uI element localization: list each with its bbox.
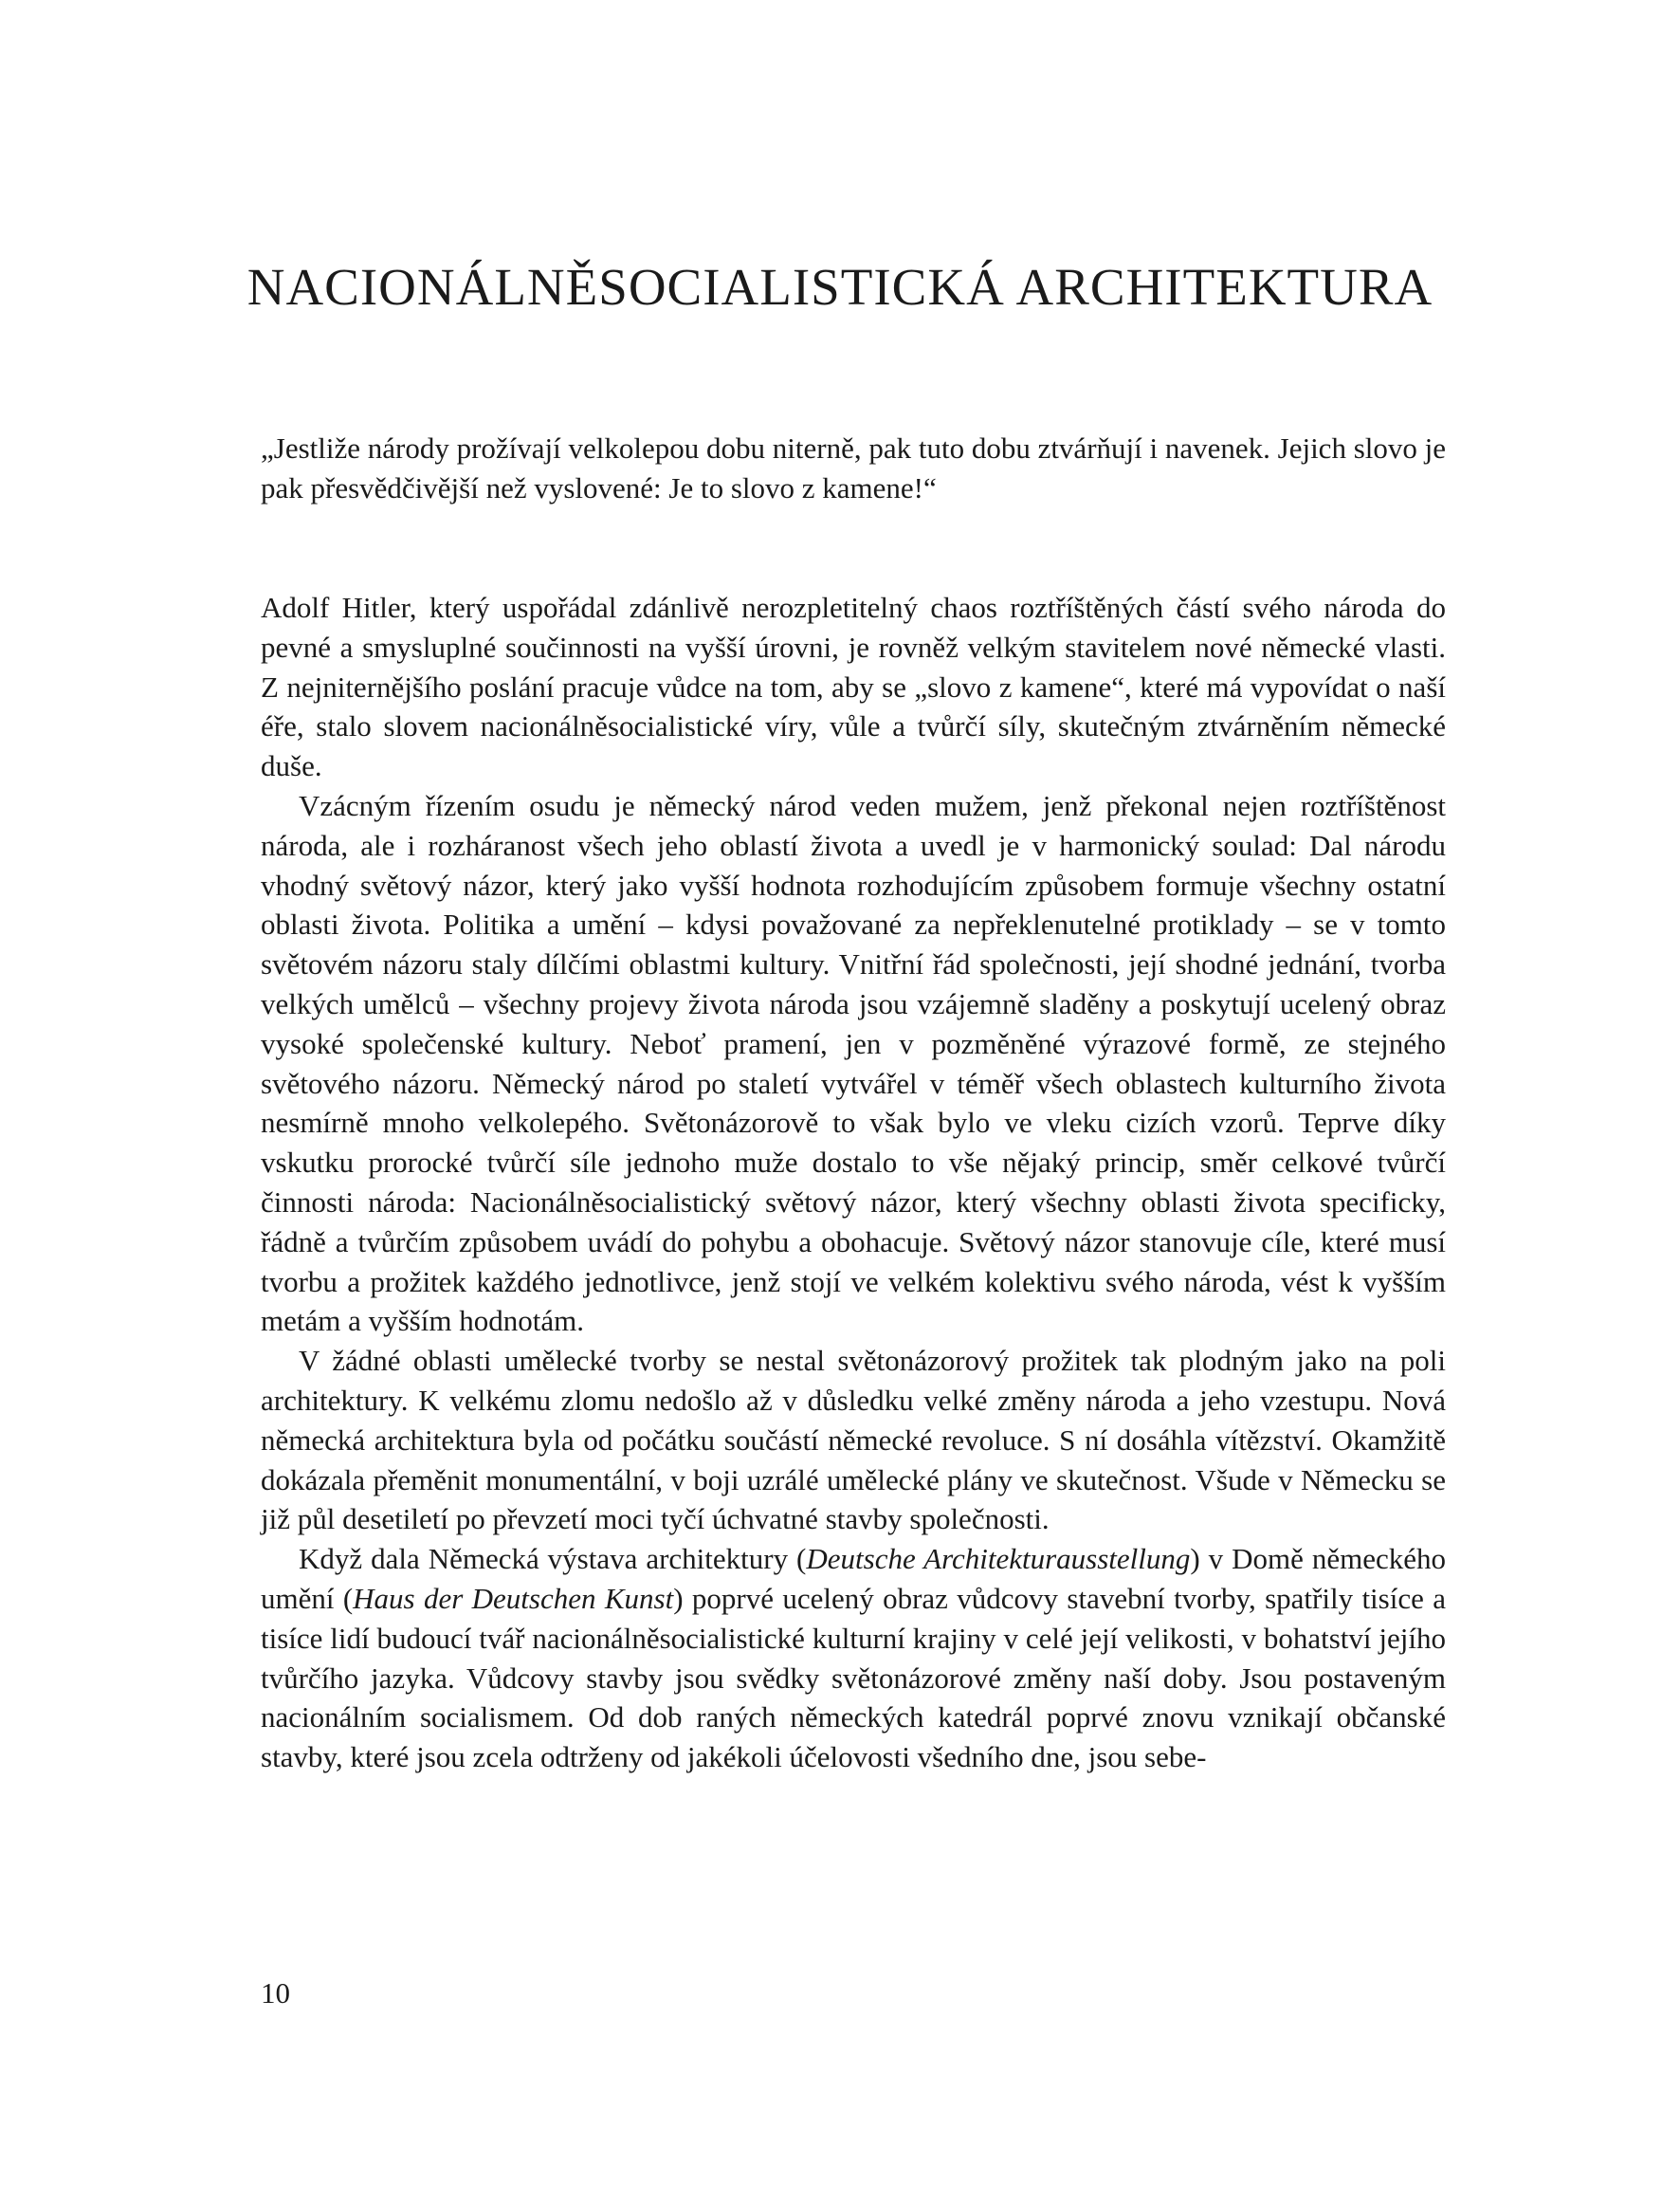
paragraph-1: Adolf Hitler, který uspořádal zdánlivě nerozpletitelný chaos roztříštěných částí svého národa do pevné a smysluplné součinnosti na vyšší úrovni, je rovněž velkým stavitelem nové německé vlasti. Z nejniternějšího poslání pracuje vůdce na tom, aby se „slovo z kamene“, které má vypovídat o naší éře, stalo slovem nacionálněsocialistické víry, vůle a tvůrčí síly, skutečným ztvárněním německé duše.: [261, 591, 1446, 783]
page-number: 10: [261, 1976, 290, 2009]
paragraph-4-part-3: ) poprvé ucelený obraz vůdcovy stavební tvorby, spatřily tisíce a tisíce lidí budoucí tvář nacionálněsocialistické kulturní krajiny v celé její velikosti, v bohatství jejího tvůrčího jazyka. Vůdcovy stavby jsou svědky světonázorové změny naší doby. Jsou postaveným nacionálním socialismem. Od dob raných německých katedrál poprvé znovu vznikají občanské stavby, které jsou zcela odtrženy od jakékoli účelovosti všedního dne, jsou sebe-: [261, 1581, 1446, 1774]
paragraph-4-part-1: Když dala Německá výstava architektury (: [299, 1542, 807, 1576]
chapter-title: NACIONÁLNĚSOCIALISTICKÁ ARCHITEKTURA: [247, 258, 1433, 316]
paragraph-3: V žádné oblasti umělecké tvorby se nestal světonázorový prožitek tak plodným jako na poli architektury. K velkému zlomu nedošlo až v důsledku velké změny národa a jeho vzestupu. Nová německá architektura byla od počátku součástí německé revoluce. S ní dosáhla vítězství. Okamžitě dokázala přeměnit monumentální, v boji uzrálé umělecké plány ve skutečnost. Všude v Německu se již půl desetiletí po převzetí moci tyčí úchvatné stavby společnosti.: [261, 1344, 1446, 1536]
paragraph-4-part-2: ) v Domě německého umění (: [261, 1542, 1446, 1615]
paragraph-2: Vzácným řízením osudu je německý národ veden mužem, jenž překonal nejen roztříštěnost národa, ale i rozháranost všech jeho oblastí života a uvedl je v harmonický soulad: Dal národu vhodný světový názor, který jako vyšší hodnota rozhodujícím způsobem formuje všechny ostatní oblasti života. Politika a umění – kdysi považované za nepřeklenutelné protiklady – se v tomto světovém názoru staly dílčími oblastmi kultury. Vnitřní řád společnosti, její shodné jednání, tvorba velkých umělců – všechny projevy života národa jsou vzájemně sladěny a poskytují ucelený obraz vysoké společenské kultury. Neboť pramení, jen v pozměněné výrazové formě, ze stejného světového názoru. Německý národ po staletí vytvářel v téměř všech oblastech kulturního života nesmírně mnoho velkolepého. Světonázorově to však bylo ve vleku cizích vzorů. Teprve díky vskutku prorocké tvůrčí síle jednoho muže dostalo to vše nějaký princip, směr celkové tvůrčí činnosti národa: Nacionálněsocialistický světový názor, který všechny oblasti života specificky, řádně a tvůrčím způsobem uvádí do pohybu a obohacuje. Světový názor stanovuje cíle, které musí tvorbu a prožitek každého jednotlivce, jenž stojí ve velkém kolektivu svého národa, vést k vyšším metám a vyšším hodnotám.: [261, 788, 1446, 1338]
paragraph-4-italic-1: Deutsche Architekturausstellung: [806, 1542, 1191, 1576]
motto-quote: „Jestliže národy prožívají velkolepou dobu niterně, pak tuto dobu ztvárňují i navenek. Jejich slovo je pak přesvědčivější než vyslovené: Je to slovo z kamene!“: [261, 431, 1446, 505]
paragraph-4-italic-2: Haus der Deutschen Kunst: [353, 1581, 674, 1615]
paragraph-4: [261, 1539, 1446, 1777]
body-text: [261, 588, 1446, 1777]
